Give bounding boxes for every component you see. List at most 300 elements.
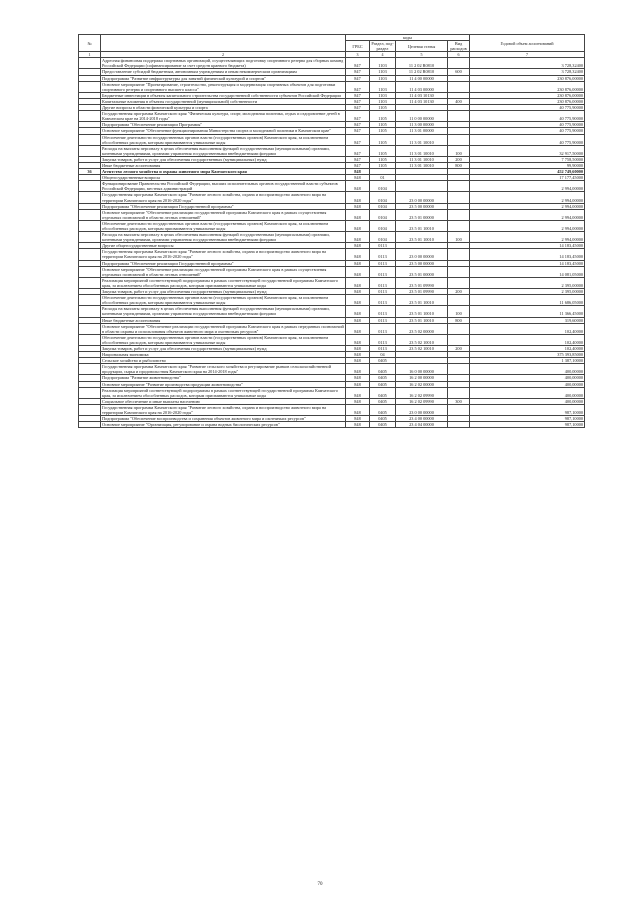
cell-target-article: 11 3 01 10010 bbox=[396, 145, 448, 156]
cell-name: Расходы на выплаты персоналу в целях обеспечения выполнения функций государственными (муниципальными) органами, казенными учреждениями, органами управления государственными внебюджетными фондами bbox=[101, 232, 346, 243]
table-row bbox=[79, 306, 585, 317]
cell-amount: 2 994,00000 bbox=[470, 192, 585, 203]
cell-number bbox=[79, 220, 101, 231]
table-row bbox=[79, 192, 585, 203]
cell-expense-type bbox=[448, 111, 470, 122]
cell-amount: 2 395,00000 bbox=[470, 289, 585, 295]
cell-grbs: 848 bbox=[346, 192, 370, 203]
cell-section: 0104 bbox=[370, 209, 396, 220]
cell-section: 0405 bbox=[370, 416, 396, 422]
cell-expense-type: 200 bbox=[448, 289, 470, 295]
cell-name: Агентство лесного хозяйства и охраны животного мира Камчатского края bbox=[101, 169, 346, 175]
cell-section: 1103 bbox=[370, 69, 396, 75]
cell-amount: 375 393,85000 bbox=[470, 352, 585, 358]
cell-section: 1105 bbox=[370, 156, 396, 162]
cell-name: Сельское хозяйство и рыболовство bbox=[101, 358, 346, 364]
cell-number bbox=[79, 58, 101, 69]
cell-amount: 230 876,00000 bbox=[470, 92, 585, 98]
cell-name: Обеспечение деятельности государственных органов власти (государственных органов) Камчатского края, за исключением обособленных расходов, которым присваиваются уникальные коды bbox=[101, 220, 346, 231]
table-row bbox=[79, 134, 585, 145]
cell-expense-type bbox=[448, 58, 470, 69]
cell-section: 0113 bbox=[370, 317, 396, 323]
header-no: № bbox=[79, 35, 101, 52]
cell-name: Основное мероприятие "Обеспечение реализации государственной программы Камчатского края в рамках переданных полномочий в области охраны и использования объектов животного мира и охотничьих ресурсов" bbox=[102, 323, 344, 334]
cell-grbs: 848 bbox=[346, 306, 370, 317]
cell-name: Общегосударственные вопросы bbox=[101, 175, 346, 181]
cell-section: 04 bbox=[370, 352, 396, 358]
cell-grbs: 847 bbox=[346, 81, 370, 92]
header-rz: Раздел, под-раздел bbox=[371, 41, 394, 52]
cell-amount: 230 876,00000 bbox=[470, 98, 585, 104]
cell-target-article: 11 3 00 00000 bbox=[396, 122, 448, 128]
cell-section: 1105 bbox=[370, 105, 396, 111]
cell-expense-type bbox=[448, 266, 470, 277]
table-row bbox=[79, 277, 585, 288]
cell-amount: 14 081,05000 bbox=[470, 266, 585, 277]
cell-amount: 230 876,00000 bbox=[470, 81, 585, 92]
cell-name: Подпрограмма "Развитие инфраструктуры для занятий физической культурой и спортом" bbox=[101, 75, 346, 81]
cell-expense-type: 800 bbox=[448, 317, 470, 323]
cell-grbs: 848 bbox=[346, 249, 370, 260]
cell-expense-type: 200 bbox=[448, 345, 470, 351]
cell-number bbox=[79, 249, 101, 260]
cell-amount: 102,40000 bbox=[470, 345, 585, 351]
cell-target-article: 23 0 00 00000 bbox=[396, 192, 448, 203]
cell-amount: 17 177,45000 bbox=[470, 175, 585, 181]
cell-section: 0104 bbox=[370, 181, 396, 192]
cell-name: Подпрограмма "Обеспечение реализации Государственной программы" bbox=[101, 260, 346, 266]
cell-name: Реализация мероприятий соответствующей подпрограммы в рамках соответствующей государственной программы Камчатского края, за исключением обособленных расходов, которым присваиваются уникальные коды bbox=[101, 277, 346, 288]
cell-name: Подпрограмма "Обеспечение воспроизводства и сохранения объектов животного мира и охотничьих ресурсов" bbox=[101, 416, 346, 422]
table-row bbox=[79, 111, 585, 122]
cell-section: 1103 bbox=[370, 75, 396, 81]
cell-name: Расходы на выплаты персоналу в целях обеспечения выполнения функций государственными (муниципальными) органами, казенными учреждениями, органами управления государственными внебюджетными фондами bbox=[101, 145, 346, 156]
cell-number: 36 bbox=[79, 169, 101, 175]
cell-grbs: 848 bbox=[346, 295, 370, 306]
cell-section: 1105 bbox=[370, 111, 396, 122]
cell-amount: 400,00000 bbox=[470, 398, 585, 404]
cell-grbs: 847 bbox=[346, 162, 370, 168]
column-number: 7 bbox=[470, 52, 585, 58]
table-row bbox=[79, 249, 585, 260]
cell-name: Государственная программа Камчатского края "Развитие лесного хозяйства, охрана и воспроизводство животного мира на территории Камчатского края на 2016-2020 годы" bbox=[101, 249, 346, 260]
cell-amount: 2 994,00000 bbox=[470, 181, 585, 192]
cell-target-article: 11 4 03 00000 bbox=[396, 81, 448, 92]
cell-amount: 14 183,45000 bbox=[470, 243, 585, 249]
cell-target-article: 23 5 01 09990 bbox=[396, 289, 448, 295]
cell-grbs: 848 bbox=[346, 416, 370, 422]
cell-target-article: 23 4 00 00000 bbox=[396, 416, 448, 422]
cell-section: 0405 bbox=[370, 387, 396, 398]
cell-number bbox=[79, 81, 101, 92]
cell-expense-type: 600 bbox=[448, 69, 470, 75]
cell-number bbox=[79, 306, 101, 317]
cell-amount: 3 728,32400 bbox=[470, 69, 585, 75]
cell-target-article bbox=[396, 181, 448, 192]
cell-amount: 2 994,00000 bbox=[470, 232, 585, 243]
cell-section: 1103 bbox=[370, 81, 396, 92]
cell-amount: 11 686,05000 bbox=[470, 295, 585, 306]
cell-target-article: 23 5 01 09990 bbox=[396, 277, 448, 288]
header-amount: Годовой объем ассигнований bbox=[470, 35, 585, 52]
cell-expense-type bbox=[448, 404, 470, 415]
cell-target-article: 11 2 02 R0810 bbox=[396, 69, 448, 75]
cell-grbs: 847 bbox=[346, 128, 370, 134]
cell-grbs: 848 bbox=[346, 345, 370, 351]
cell-number bbox=[79, 295, 101, 306]
table-row bbox=[79, 323, 585, 334]
budget-document bbox=[78, 34, 584, 428]
cell-expense-type bbox=[448, 81, 470, 92]
cell-grbs: 847 bbox=[346, 145, 370, 156]
cell-target-article: 23 5 01 10010 bbox=[396, 317, 448, 323]
cell-grbs: 848 bbox=[346, 175, 370, 181]
cell-number bbox=[79, 277, 101, 288]
cell-section: 1105 bbox=[370, 122, 396, 128]
table-row bbox=[79, 295, 585, 306]
cell-name: Капитальные вложения в объекты государственной (муниципальной) собственности bbox=[101, 98, 346, 104]
cell-section: 1105 bbox=[370, 128, 396, 134]
cell-amount: 102,40000 bbox=[470, 334, 585, 345]
cell-expense-type: 800 bbox=[448, 162, 470, 168]
cell-section: 0113 bbox=[370, 295, 396, 306]
cell-target-article: 23 5 01 10010 bbox=[396, 306, 448, 317]
cell-grbs: 847 bbox=[346, 105, 370, 111]
cell-target-article: 23 5 01 10010 bbox=[396, 232, 448, 243]
cell-target-article: 11 2 02 R0810 bbox=[396, 58, 448, 69]
cell-grbs: 848 bbox=[346, 364, 370, 375]
cell-target-article: 23 5 01 10010 bbox=[396, 220, 448, 231]
cell-name: Национальная экономика bbox=[101, 352, 346, 358]
cell-name: Обеспечение деятельности государственных органов власти (государственных органов) Камчатского края, за исключением обособленных расходов, которым присваиваются уникальные коды bbox=[101, 295, 346, 306]
cell-grbs: 847 bbox=[346, 92, 370, 98]
cell-section: 1105 bbox=[370, 145, 396, 156]
cell-section: 0113 bbox=[370, 277, 396, 288]
cell-target-article: 23 5 02 00000 bbox=[396, 323, 448, 334]
cell-number bbox=[79, 145, 101, 156]
table-row bbox=[79, 232, 585, 243]
table-row bbox=[79, 220, 585, 231]
cell-grbs: 847 bbox=[346, 58, 370, 69]
table-row bbox=[79, 404, 585, 415]
cell-target-article: 23 4 04 00000 bbox=[396, 422, 448, 428]
cell-expense-type: 200 bbox=[448, 156, 470, 162]
cell-name: Адресная финансовая поддержка спортивных организаций, осуществляющих подготовку спортивного резерва для сборных команд Российской Федерации (софинансирование за счет средств краевого бюджета) bbox=[101, 58, 346, 69]
cell-name: Закупка товаров, работ и услуг для обеспечения государственных (муниципальных) нужд bbox=[101, 289, 346, 295]
cell-number bbox=[79, 134, 101, 145]
cell-target-article: 11 4 00 00000 bbox=[396, 75, 448, 81]
cell-target-article: 23 0 00 00000 bbox=[396, 404, 448, 415]
cell-target-article: 23 5 01 00000 bbox=[396, 209, 448, 220]
cell-name: Социальное обеспечение и иные выплаты населению bbox=[101, 398, 346, 404]
cell-expense-type: 400 bbox=[448, 98, 470, 104]
cell-grbs: 848 bbox=[346, 317, 370, 323]
cell-target-article: 11 3 01 10010 bbox=[396, 156, 448, 162]
cell-name: Предоставление субсидий бюджетным, автономным учреждениям и иным некоммерческим организациям bbox=[101, 69, 346, 75]
cell-expense-type: 100 bbox=[448, 232, 470, 243]
table-row bbox=[79, 387, 585, 398]
cell-name: Основное мероприятие "Развитие производства продукции животноводства" bbox=[101, 381, 346, 387]
cell-number bbox=[79, 404, 101, 415]
cell-grbs: 848 bbox=[346, 243, 370, 249]
cell-target-article: 16 2 02 09990 bbox=[396, 398, 448, 404]
cell-amount: 319,60000 bbox=[470, 317, 585, 323]
cell-grbs: 848 bbox=[346, 404, 370, 415]
cell-name: Основное мероприятие "Организация, регулирование и охрана водных биологических ресурсов" bbox=[101, 422, 346, 428]
cell-grbs: 847 bbox=[346, 134, 370, 145]
cell-number bbox=[79, 323, 101, 334]
cell-name: Подпрограмма "Обеспечение реализации Программы" bbox=[101, 122, 346, 128]
header-grbs: ГРБС bbox=[346, 41, 370, 52]
cell-target-article: 23 5 00 00000 bbox=[396, 260, 448, 266]
cell-section: 1105 bbox=[370, 162, 396, 168]
cell-grbs: 847 bbox=[346, 75, 370, 81]
cell-section: 0405 bbox=[370, 375, 396, 381]
cell-expense-type bbox=[448, 192, 470, 203]
cell-expense-type bbox=[448, 323, 470, 334]
cell-section: 0104 bbox=[370, 232, 396, 243]
cell-amount: 3 728,32400 bbox=[470, 58, 585, 69]
column-number: 5 bbox=[396, 52, 448, 58]
header-name bbox=[101, 35, 346, 52]
cell-section: 1105 bbox=[370, 134, 396, 145]
page-number: 70 bbox=[317, 882, 323, 887]
cell-name: Бюджетные инвестиции в объекты капитального строительства государственной собственности субъектов Российской Федерации bbox=[101, 92, 346, 98]
cell-name: Закупка товаров, работ и услуг для обеспечения государственных (муниципальных) нужд bbox=[101, 156, 346, 162]
cell-number bbox=[79, 387, 101, 398]
cell-section: 0104 bbox=[370, 203, 396, 209]
cell-expense-type bbox=[448, 277, 470, 288]
cell-target-article: 23 0 00 00000 bbox=[396, 249, 448, 260]
cell-expense-type bbox=[448, 134, 470, 145]
cell-name: Иные бюджетные ассигнования bbox=[101, 162, 346, 168]
cell-grbs: 848 bbox=[346, 169, 370, 175]
cell-number bbox=[79, 266, 101, 277]
cell-amount: 400,00000 bbox=[470, 387, 585, 398]
cell-target-article: 16 2 02 00000 bbox=[396, 381, 448, 387]
cell-grbs: 847 bbox=[346, 98, 370, 104]
cell-target-article: 23 5 02 10010 bbox=[396, 345, 448, 351]
cell-grbs: 847 bbox=[346, 69, 370, 75]
cell-amount: 102,40000 bbox=[470, 323, 585, 334]
column-number: 6 bbox=[448, 52, 470, 58]
cell-expense-type bbox=[448, 181, 470, 192]
table-row bbox=[79, 58, 585, 69]
cell-name: Подпрограмма "Развитие животноводства" bbox=[101, 375, 346, 381]
cell-amount: 400,00000 bbox=[470, 375, 585, 381]
cell-amount: 400,00000 bbox=[470, 364, 585, 375]
table-row bbox=[79, 181, 585, 192]
cell-number bbox=[79, 111, 101, 122]
cell-target-article: 11 4 03 10130 bbox=[396, 92, 448, 98]
column-number: 4 bbox=[370, 52, 396, 58]
cell-expense-type: 100 bbox=[448, 306, 470, 317]
cell-number bbox=[79, 232, 101, 243]
cell-section: 0104 bbox=[370, 192, 396, 203]
cell-name: Государственная программа Камчатского края "Развитие сельского хозяйства и регулирование рынков сельскохозяйственной продукции, сырья и продовольствия Камчатского края на 2014-2018 годы" bbox=[101, 364, 346, 375]
cell-target-article: 16 2 02 09990 bbox=[396, 387, 448, 398]
cell-target-article: 11 3 01 10010 bbox=[396, 162, 448, 168]
cell-grbs: 848 bbox=[346, 422, 370, 428]
cell-number bbox=[79, 192, 101, 203]
cell-grbs: 848 bbox=[346, 398, 370, 404]
cell-amount: 40 775,90000 bbox=[470, 122, 585, 128]
cell-section: 0405 bbox=[370, 404, 396, 415]
cell-section: 0113 bbox=[370, 345, 396, 351]
cell-amount: 14 183,45000 bbox=[470, 249, 585, 260]
cell-name: Основное мероприятие "Обеспечение функционирования Министерства спорта и молодежной политики в Камчатском крае" bbox=[101, 128, 346, 134]
cell-name: Другие общегосударственные вопросы bbox=[101, 243, 346, 249]
cell-section: 0113 bbox=[370, 289, 396, 295]
header-vr: Вид расходов bbox=[448, 41, 470, 52]
cell-target-article: 23 5 01 10010 bbox=[396, 295, 448, 306]
cell-grbs: 848 bbox=[346, 334, 370, 345]
column-number: 3 bbox=[346, 52, 370, 58]
cell-name: Подпрограмма "Обеспечение реализации Государственной программы" bbox=[101, 203, 346, 209]
cell-section: 1103 bbox=[370, 58, 396, 69]
cell-target-article: 16 0 00 00000 bbox=[396, 364, 448, 375]
cell-grbs: 848 bbox=[346, 260, 370, 266]
cell-amount: 40 775,90000 bbox=[470, 134, 585, 145]
cell-number bbox=[79, 209, 101, 220]
cell-amount: 40 775,90000 bbox=[470, 111, 585, 122]
cell-grbs: 848 bbox=[346, 277, 370, 288]
cell-number bbox=[79, 181, 101, 192]
cell-expense-type bbox=[448, 387, 470, 398]
cell-target-article: 23 5 01 00000 bbox=[396, 266, 448, 277]
cell-expense-type bbox=[448, 295, 470, 306]
cell-amount: 2 994,00000 bbox=[470, 209, 585, 220]
cell-name: Государственная программа Камчатского края "Физическая культура, спорт, молодежная политика, отдых и оздоровление детей в Камчатском крае на 2014-2018 годы" bbox=[101, 111, 346, 122]
table-row bbox=[79, 81, 585, 92]
cell-name: Расходы на выплаты персоналу в целях обеспечения выполнения функций государственными (муниципальными) органами, казенными учреждениями, органами управления государственными внебюджетными фондами bbox=[101, 306, 346, 317]
cell-grbs: 848 bbox=[346, 203, 370, 209]
cell-expense-type bbox=[448, 249, 470, 260]
cell-amount: 987,10000 bbox=[470, 422, 585, 428]
table-body bbox=[79, 58, 585, 428]
cell-grbs: 848 bbox=[346, 387, 370, 398]
cell-section: 0113 bbox=[370, 306, 396, 317]
cell-section: 0113 bbox=[370, 266, 396, 277]
cell-expense-type bbox=[448, 209, 470, 220]
cell-target-article: 16 2 00 00000 bbox=[396, 375, 448, 381]
cell-name: Основное мероприятие "Обеспечение реализации государственной программы Камчатского края в рамках осуществления отдельных полномочий в области лесных отношений" bbox=[101, 209, 346, 220]
table-row bbox=[79, 422, 585, 428]
column-number: 1 bbox=[79, 52, 101, 58]
cell-grbs: 848 bbox=[346, 220, 370, 231]
cell-target-article: 11 0 00 00000 bbox=[396, 111, 448, 122]
cell-section: 0405 bbox=[370, 364, 396, 375]
cell-amount: 2 994,00000 bbox=[470, 220, 585, 231]
cell-amount: 452 749,60000 bbox=[470, 169, 585, 175]
cell-amount: 2 994,00000 bbox=[470, 203, 585, 209]
cell-amount: 987,10000 bbox=[470, 404, 585, 415]
cell-expense-type: 300 bbox=[448, 398, 470, 404]
cell-grbs: 848 bbox=[346, 232, 370, 243]
cell-expense-type bbox=[448, 334, 470, 345]
cell-section: 1103 bbox=[370, 98, 396, 104]
cell-name: Обеспечение деятельности государственных органов власти (государственных органов) Камчатского края, за исключением обособленных расходов, которым присваиваются уникальные коды bbox=[101, 334, 346, 345]
cell-name: Основное мероприятие "Проектирование, строительство, реконструкция и модернизация спортивных объектов для подготовки спортивного резерва и спортивного высшего класса" bbox=[101, 81, 346, 92]
cell-target-article: 11 3 01 00000 bbox=[396, 128, 448, 134]
cell-name: Другие вопросы в области физической культуры и спорта bbox=[101, 105, 346, 111]
cell-name: Государственная программа Камчатского края "Развитие лесного хозяйства, охрана и воспроизводство животного мира на территории Камчатского края на 2016-2020 годы" bbox=[101, 404, 346, 415]
cell-name: Закупка товаров, работ и услуг для обеспечения государственных (муниципальных) нужд bbox=[101, 345, 346, 351]
cell-amount: 1 387,10000 bbox=[470, 358, 585, 364]
cell-amount: 14 183,45000 bbox=[470, 260, 585, 266]
cell-amount: 40 775,90000 bbox=[470, 105, 585, 111]
cell-grbs: 848 bbox=[346, 209, 370, 220]
cell-amount: 2 395,00000 bbox=[470, 277, 585, 288]
cell-name: Функционирование Правительства Российской Федерации, высших исполнительных органов государственной власти субъектов Российской Федерации, местных администраций bbox=[101, 181, 346, 192]
cell-section: 0405 bbox=[370, 422, 396, 428]
cell-section: 0405 bbox=[370, 358, 396, 364]
cell-expense-type bbox=[448, 220, 470, 231]
cell-section: 0113 bbox=[370, 334, 396, 345]
cell-section: 0405 bbox=[370, 381, 396, 387]
table-row bbox=[79, 266, 585, 277]
cell-section: 0405 bbox=[370, 398, 396, 404]
table-row bbox=[79, 209, 585, 220]
cell-expense-type: 100 bbox=[448, 145, 470, 156]
cell-grbs: 848 bbox=[346, 352, 370, 358]
cell-grbs: 847 bbox=[346, 122, 370, 128]
cell-section: 0113 bbox=[370, 249, 396, 260]
cell-amount: 99,90000 bbox=[470, 162, 585, 168]
cell-target-article: 23 5 02 10010 bbox=[396, 334, 448, 345]
cell-section: 1103 bbox=[370, 92, 396, 98]
cell-grbs: 847 bbox=[346, 111, 370, 122]
cell-section: 0113 bbox=[370, 260, 396, 266]
cell-amount: 400,00000 bbox=[470, 381, 585, 387]
cell-section: 0113 bbox=[370, 243, 396, 249]
cell-amount: 987,10000 bbox=[470, 416, 585, 422]
cell-amount: 40 775,90000 bbox=[470, 128, 585, 134]
cell-grbs: 848 bbox=[346, 289, 370, 295]
cell-name: Основное мероприятие "Обеспечение реализации государственной программы Камчатского края в рамках осуществления отдельных полномочий в области лесных отношений" bbox=[101, 266, 346, 277]
table-row bbox=[79, 145, 585, 156]
budget-table bbox=[78, 34, 585, 428]
header-codes: коды bbox=[346, 35, 470, 41]
cell-name: Государственная программа Камчатского края "Развитие лесного хозяйства, охрана и воспроизводство животного мира на территории Камчатского края на 2016-2020 годы" bbox=[101, 192, 346, 203]
table-row bbox=[79, 334, 585, 345]
cell-amount: 32 917,50000 bbox=[470, 145, 585, 156]
cell-target-article: 11 3 01 10010 bbox=[396, 134, 448, 145]
cell-grbs: 848 bbox=[346, 375, 370, 381]
cell-amount: 11 366,45000 bbox=[470, 306, 585, 317]
cell-number bbox=[79, 422, 101, 428]
cell-number bbox=[79, 364, 101, 375]
cell-name: Обеспечение деятельности государственных органов власти (государственных органов) Камчатского края, за исключением обособленных расходов, которым присваиваются уникальные коды bbox=[101, 134, 346, 145]
cell-expense-type bbox=[448, 364, 470, 375]
column-number: 2 bbox=[101, 52, 346, 58]
cell-amount: 7 758,50000 bbox=[470, 156, 585, 162]
table-row bbox=[79, 364, 585, 375]
cell-grbs: 848 bbox=[346, 381, 370, 387]
cell-grbs: 847 bbox=[346, 156, 370, 162]
cell-grbs: 848 bbox=[346, 266, 370, 277]
cell-expense-type bbox=[448, 422, 470, 428]
cell-grbs: 848 bbox=[346, 323, 370, 334]
cell-name: Реализация мероприятий соответствующей подпрограммы в рамках соответствующей государственной программы Камчатского края, за исключением обособленных расходов, которым присваиваются уникальные коды bbox=[101, 387, 346, 398]
header-csr: Целевая статья bbox=[396, 41, 448, 52]
cell-grbs: 848 bbox=[346, 181, 370, 192]
cell-section: 01 bbox=[370, 175, 396, 181]
cell-name: Иные бюджетные ассигнования bbox=[101, 317, 346, 323]
cell-target-article: 11 4 03 10130 bbox=[396, 98, 448, 104]
cell-grbs: 848 bbox=[346, 358, 370, 364]
cell-number bbox=[79, 334, 101, 345]
